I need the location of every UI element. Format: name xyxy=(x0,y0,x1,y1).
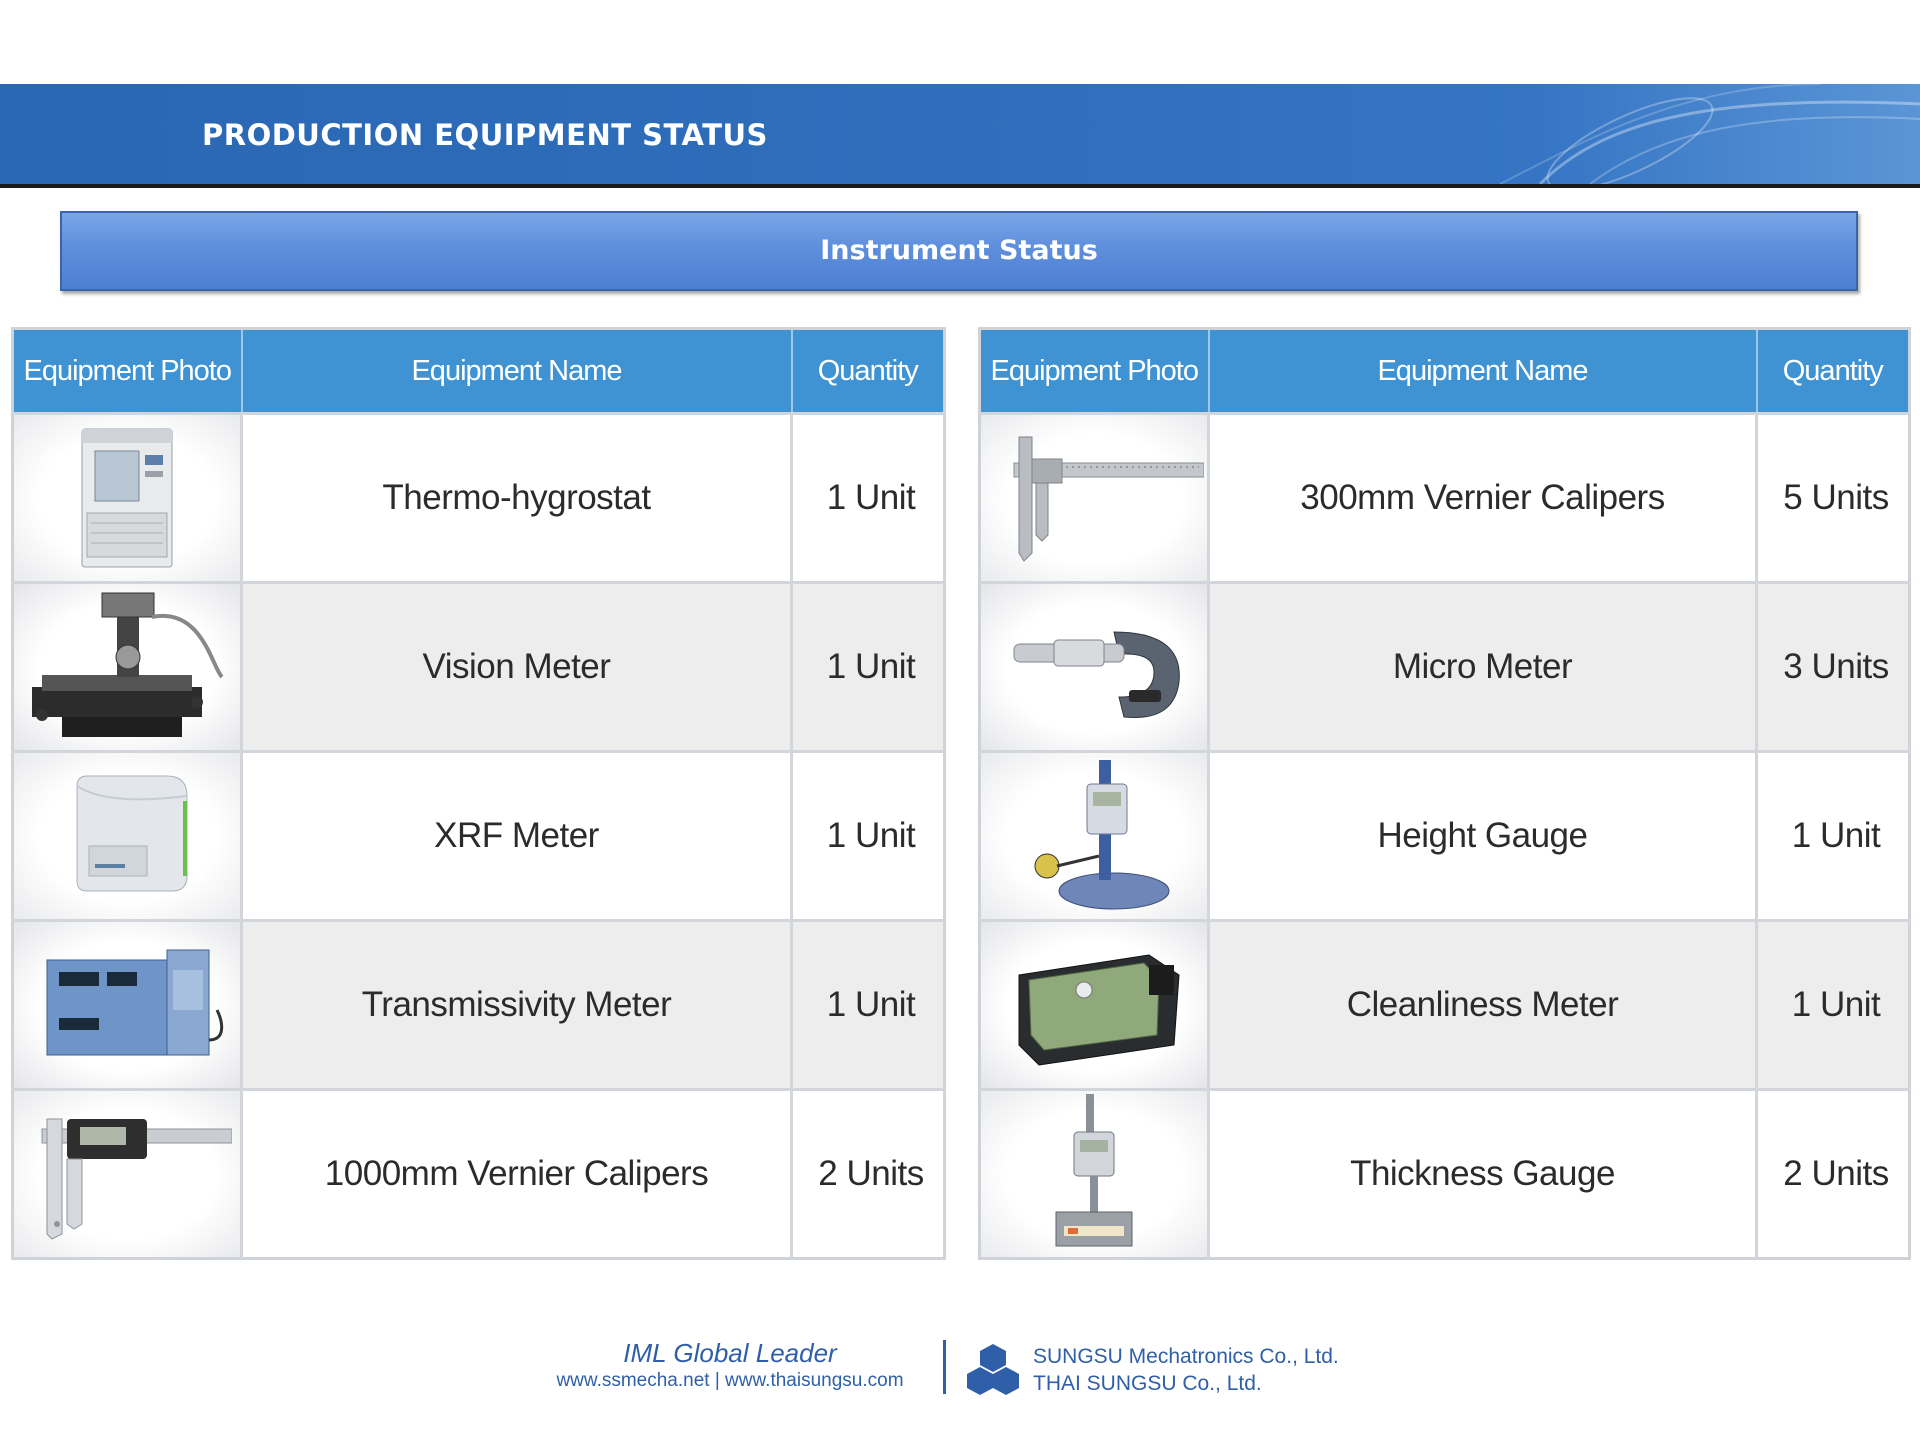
equipment-name: 1000mm Vernier Calipers xyxy=(242,1090,792,1259)
equipment-table-left xyxy=(11,327,946,1260)
vision-meter-photo xyxy=(22,587,232,747)
xrf-meter-photo xyxy=(47,766,207,906)
equipment-quantity: 3 Units xyxy=(1757,583,1910,752)
cleanliness-meter-photo xyxy=(999,935,1189,1075)
photo-cell xyxy=(13,414,242,583)
photo-cell xyxy=(980,414,1209,583)
photo-cell xyxy=(13,583,242,752)
equipment-quantity: 1 Unit xyxy=(792,583,945,752)
header-equipment-name: Equipment Name xyxy=(242,329,792,414)
footer-urls: www.ssmecha.net | www.thaisungsu.com xyxy=(556,1370,904,1391)
header-equipment-name: Equipment Name xyxy=(1209,329,1757,414)
equipment-quantity: 1 Unit xyxy=(792,752,945,921)
table-row xyxy=(980,583,1910,752)
header-quantity: Quantity xyxy=(792,329,945,414)
table-row xyxy=(13,414,945,583)
transmissivity-meter-photo xyxy=(27,940,227,1070)
equipment-quantity: 2 Units xyxy=(792,1090,945,1259)
equipment-quantity: 1 Unit xyxy=(1757,921,1910,1090)
photo-cell xyxy=(13,752,242,921)
photo-cell xyxy=(13,1090,242,1259)
footer-divider xyxy=(943,1340,946,1394)
equipment-quantity: 1 Unit xyxy=(792,921,945,1090)
equipment-name: Thermo-hygrostat xyxy=(242,414,792,583)
height-gauge-photo xyxy=(1009,756,1179,916)
header-banner xyxy=(0,84,1920,184)
header-quantity: Quantity xyxy=(1757,329,1910,414)
equipment-quantity: 1 Unit xyxy=(1757,752,1910,921)
micro-meter-photo xyxy=(994,602,1194,732)
section-title: Instrument Status xyxy=(820,235,1098,266)
equipment-quantity: 5 Units xyxy=(1757,414,1910,583)
equipment-name: Vision Meter xyxy=(242,583,792,752)
table-row xyxy=(980,921,1910,1090)
table-row xyxy=(980,752,1910,921)
table-row xyxy=(13,583,945,752)
footer-company-name-thai: THAI SUNGSU Co., Ltd. xyxy=(1033,1372,1262,1395)
photo-cell xyxy=(980,1090,1209,1259)
page-title: PRODUCTION EQUIPMENT STATUS xyxy=(202,118,768,152)
photo-cell xyxy=(980,583,1209,752)
footer-slogan: IML Global Leader xyxy=(623,1338,837,1368)
equipment-table-right xyxy=(978,327,1911,1260)
equipment-name: Cleanliness Meter xyxy=(1209,921,1757,1090)
section-bar xyxy=(60,211,1858,291)
banner-underline xyxy=(0,184,1920,188)
thermo-hygrostat-photo xyxy=(67,423,187,573)
equipment-name: Thickness Gauge xyxy=(1209,1090,1757,1259)
equipment-name: 300mm Vernier Calipers xyxy=(1209,414,1757,583)
banner-swirl-decoration xyxy=(1480,84,1920,184)
vernier-calipers-300mm-photo xyxy=(984,423,1204,573)
header-equipment-photo: Equipment Photo xyxy=(980,329,1209,414)
equipment-quantity: 2 Units xyxy=(1757,1090,1910,1259)
equipment-name: Height Gauge xyxy=(1209,752,1757,921)
photo-cell xyxy=(980,752,1209,921)
table-row xyxy=(13,1090,945,1259)
equipment-name: Micro Meter xyxy=(1209,583,1757,752)
table-row xyxy=(13,921,945,1090)
header-equipment-photo: Equipment Photo xyxy=(13,329,242,414)
company-logo-icon xyxy=(966,1342,1020,1396)
equipment-quantity: 1 Unit xyxy=(792,414,945,583)
table-row xyxy=(980,414,1910,583)
table-header-row xyxy=(13,329,945,414)
table-row xyxy=(13,752,945,921)
equipment-name: XRF Meter xyxy=(242,752,792,921)
thickness-gauge-photo xyxy=(1034,1092,1154,1257)
photo-cell xyxy=(980,921,1209,1090)
equipment-name: Transmissivity Meter xyxy=(242,921,792,1090)
table-header-row xyxy=(980,329,1910,414)
footer-company-name: SUNGSU Mechatronics Co., Ltd. xyxy=(1033,1345,1339,1368)
table-row xyxy=(980,1090,1910,1259)
photo-cell xyxy=(13,921,242,1090)
vernier-calipers-1000mm-photo xyxy=(22,1099,232,1249)
